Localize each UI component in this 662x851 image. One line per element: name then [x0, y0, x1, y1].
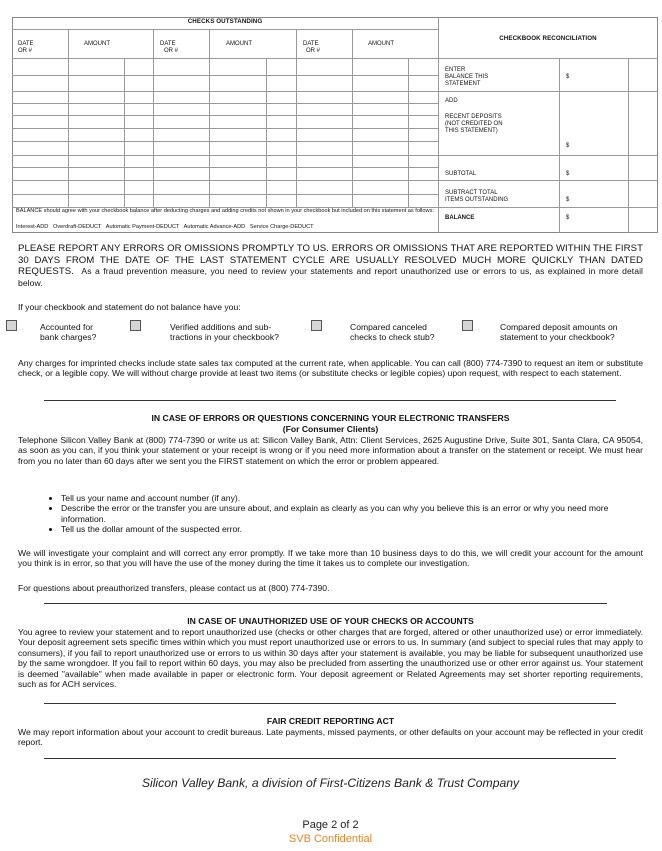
- not-balance-intro: If your checkbook and statement do not balance have you:: [18, 302, 241, 312]
- reconciliation-title: CHECKBOOK RECONCILIATION: [499, 35, 597, 42]
- enter-balance-dollar: $: [566, 74, 570, 80]
- checkbox-verified-additions[interactable]: [130, 320, 141, 331]
- grid-row: [12, 141, 438, 142]
- checks-outstanding-table: [12, 17, 658, 233]
- grid-row: [12, 194, 438, 195]
- fraud-note: As a fraud prevention measure, you need to review your statements and report unauthorized use or errors to us, as explained in more detail below.: [18, 266, 643, 288]
- investigate-paragraph: We will investigate your complaint and will correct any error promptly. If we take more than 10 business days to do this, we will credit your account for the amount you think is in error, so that you will have the use of the money during the time it takes us to complete our investigation.: [18, 548, 643, 569]
- col-or-3: OR #: [306, 48, 321, 54]
- grid-row: [12, 115, 438, 116]
- grid-row: [12, 58, 438, 59]
- add-label: ADD: [445, 98, 458, 104]
- grid-row: [12, 155, 438, 156]
- preauthorized-paragraph: For questions about preauthorized transfers, please contact us at (800) 774-7390.: [18, 583, 330, 593]
- grid-line: [124, 58, 125, 207]
- subtract-dollar: $: [566, 197, 570, 203]
- report-errors-caps: PLEASE REPORT ANY ERRORS OR OMISSIONS PROMPTLY TO US. ERRORS OR OMISSIONS THAT ARE REPORTED WITHIN THE FIRST 30 DAYS FROM THE DATE OF THE LAST STATEMENT CYCLE ARE USUALLY RESOLVED MUCH MORE QUICKLY THAN DATED REQUESTS.: [18, 243, 643, 278]
- col-amount-3: AMOUNT: [368, 41, 394, 47]
- section-divider: [44, 703, 616, 704]
- grid-row: [12, 91, 438, 92]
- checkbox-deposit-amounts[interactable]: [462, 320, 473, 331]
- unauthorized-use-title: IN CASE OF UNAUTHORIZED USE OF YOUR CHECKS OR ACCOUNTS: [187, 616, 474, 626]
- bullet-dollar-amount: • Tell us the dollar amount of the suspected error.: [61, 524, 641, 534]
- grid-row: [12, 75, 438, 76]
- section-divider: [44, 758, 616, 759]
- table-rule: [12, 29, 438, 30]
- recon-rule: [438, 207, 658, 208]
- bullet-name-account: • Tell us your name and account number (if any).: [61, 493, 641, 503]
- checkbox-canceled-checks[interactable]: [311, 320, 322, 331]
- col-date-1: DATE: [18, 41, 34, 47]
- electronic-bullets: [49, 493, 641, 535]
- section-divider: [44, 603, 607, 604]
- fair-credit-body: We may report information about your account to credit bureaus. Late payments, missed payments, or other defaults on your account may be reflected in your credit report.: [18, 727, 643, 748]
- col-or-1: OR #: [18, 48, 33, 54]
- confidential-label: SVB Confidential: [288, 833, 373, 845]
- grid-row: [12, 180, 438, 181]
- enter-balance-label: ENTER BALANCE THIS STATEMENT: [445, 67, 489, 87]
- grid-row: [12, 128, 438, 129]
- fair-credit-title: FAIR CREDIT REPORTING ACT: [266, 716, 395, 726]
- grid-line: [266, 58, 267, 207]
- table-divider: [438, 17, 439, 233]
- recon-rule: [438, 58, 658, 59]
- checklist-item-verified-additions: Verified additions and sub- tractions in your checkbook?: [170, 322, 279, 343]
- balance-note-items: Interest-ADD Overdraft-DEDUCT Automatic Payment-DEDUCT Automatic Advance-ADD Service Charge-DEDUCT: [16, 224, 314, 230]
- col-date-2: DATE: [160, 41, 176, 47]
- deposits-dollar: $: [566, 143, 570, 149]
- subtract-total-label: SUBTRACT TOTAL ITEMS OUTSTANDING: [445, 190, 509, 203]
- section-divider: [44, 400, 616, 401]
- recon-rule: [438, 180, 658, 181]
- unauthorized-use-body: You agree to review your statement and to report unauthorized use (checks or other charges that are forged, altered or other unauthorized use) or error immediately. Your deposit agreement sets specific times within which you must report unauthorized use or errors to us. In summary (and subject to special rules that may apply to consumers), if you fail to report unauthorized use or errors to us within 30 days after your statement is available, you may be liable for subsequent unauthorized use by the same wrongdoer. If you fail to report within 60 days, you may also be precluded from asserting the unauthorized use or other error against us. Your statement is deemed "available" when made available in paper or electronic form. Your deposit agreement or Related Agreements may set shorter reporting requirements, such as for ACH services.: [18, 627, 643, 690]
- report-errors-paragraph: [18, 243, 643, 289]
- col-date-3: DATE: [303, 41, 319, 47]
- col-amount-2: AMOUNT: [226, 41, 252, 47]
- recent-deposits-label: RECENT DEPOSITS (NOT CREDITED ON THIS STATEMENT): [445, 114, 503, 134]
- balance-label: BALANCE: [445, 215, 475, 221]
- electronic-transfers-title: IN CASE OF ERRORS OR QUESTIONS CONCERNING YOUR ELECTRONIC TRANSFERS: [151, 413, 510, 423]
- bank-footer: Silicon Valley Bank, a division of First-Citizens Bank & Trust Company: [141, 776, 520, 790]
- balance-dollar: $: [566, 215, 570, 221]
- checks-outstanding-title: CHECKS OUTSTANDING: [187, 18, 263, 25]
- grid-line: [408, 58, 409, 207]
- imprinted-checks-paragraph: Any charges for imprinted checks include state sales tax computed at the current rate, when applicable. You can call (800) 774-7390 to request an item or substitute check, or a legible copy. We will without charge provide at least two items (or substitute checks or legible copies) upon request, with respect to each statement.: [18, 358, 643, 379]
- subtotal-label: SUBTOTAL: [445, 171, 477, 177]
- page-number: Page 2 of 2: [302, 819, 359, 831]
- grid-row: [12, 167, 438, 168]
- electronic-transfers-subtitle: (For Consumer Clients): [282, 424, 379, 434]
- recon-rule: [438, 91, 658, 92]
- subtotal-dollar: $: [566, 171, 570, 177]
- checklist-item-bank-charges: Accounted for bank charges?: [40, 322, 97, 343]
- checkbox-bank-charges[interactable]: [6, 320, 17, 331]
- balance-note: BALANCE should agree with your checkbook balance after deducting charges and adding credits not shown in your checkbook but included on this statement as follows:: [16, 208, 434, 214]
- col-amount-1: AMOUNT: [84, 41, 110, 47]
- grid-row: [12, 103, 438, 104]
- col-or-2: OR #: [164, 48, 179, 54]
- bullet-describe-error: • Describe the error or the transfer you are unsure about, and explain as clearly as you can why you believe this is an error or why you need more information.: [61, 503, 641, 524]
- recon-rule: [438, 155, 658, 156]
- electronic-transfers-body: Telephone Silicon Valley Bank at (800) 774-7390 or write us at: Silicon Valley Bank, Attn: Client Services, 2625 Augustine Drive, Suite 301, Santa Clara, CA 95054, as soon as you can, if you think your statement or your receipt is wrong or if you need more information about a transfer on the statement or receipt. We must hear from you no later than 60 days after we sent you the FIRST statement on which the error or problem appeared.: [18, 435, 643, 466]
- checklist-item-deposit-amounts: Compared deposit amounts on statement to your checkbook?: [500, 322, 618, 343]
- checklist-item-canceled-checks: Compared canceled checks to check stub?: [350, 322, 435, 343]
